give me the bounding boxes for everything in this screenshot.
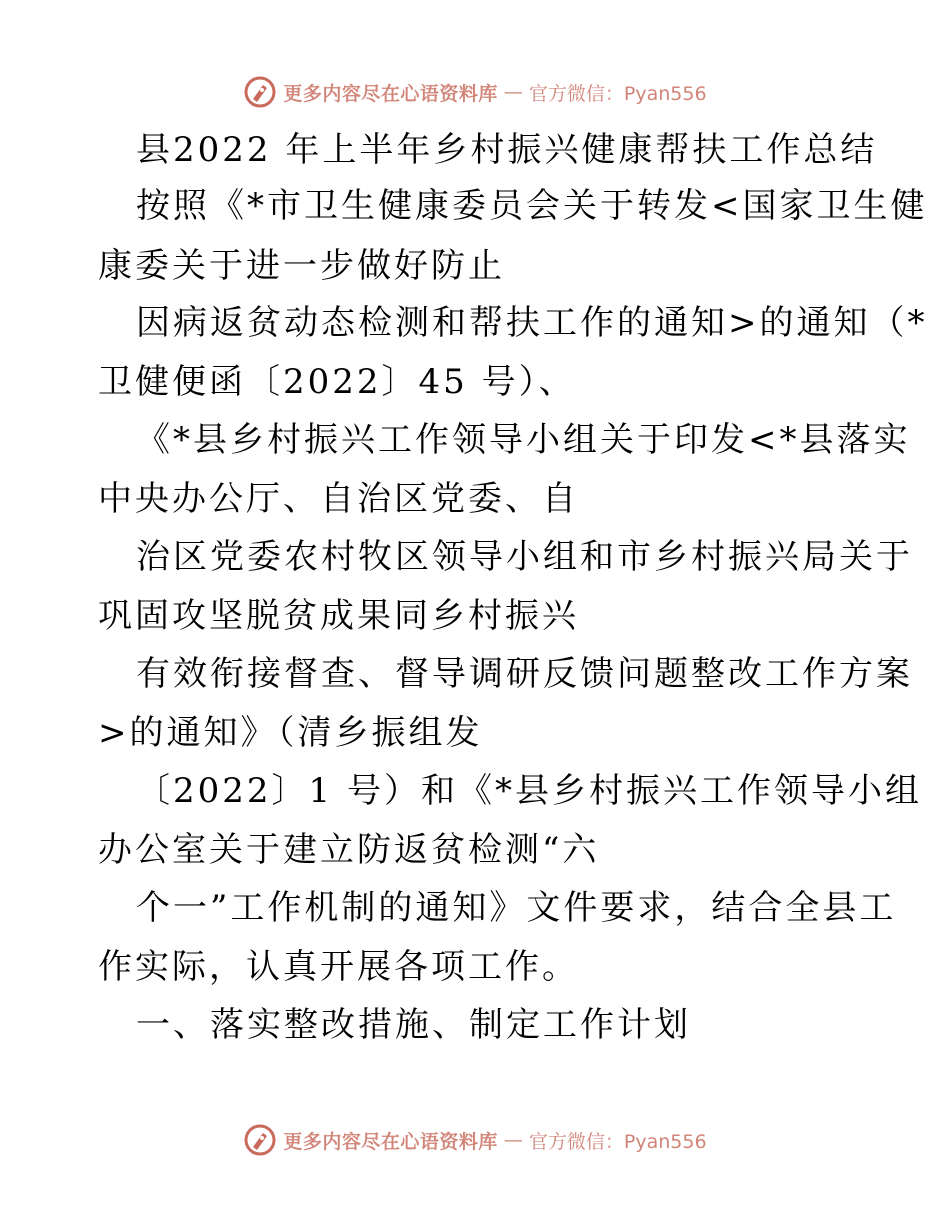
- watermark-header: [0, 72, 950, 112]
- text-line: 个一”工作机制的通知》文件要求，结合全县工: [136, 888, 897, 928]
- text-line: 治区党委农村牧区领导小组和市乡村振兴局关于: [136, 537, 913, 577]
- watermark-wechat: 官方微信：Pyan556: [528, 82, 707, 105]
- text-line: 办公室关于建立防返贫检测“六: [98, 830, 600, 870]
- text-line: 〔2022〕1 号）和《*县乡村振兴工作领导小组: [136, 771, 922, 811]
- text-line: >的通知》（清乡振组发: [98, 713, 483, 753]
- text-line: 中央办公厅、自治区党委、自: [98, 479, 579, 519]
- text-line: 因病返贫动态检测和帮扶工作的通知>的通知（*: [136, 303, 928, 343]
- watermark-wechat: 官方微信：Pyan556: [528, 1130, 707, 1153]
- text-line: 《*县乡村振兴工作领导小组关于印发<*县落实: [136, 420, 911, 460]
- document-title: 县2022 年上半年乡村振兴健康帮扶工作总结: [136, 130, 878, 170]
- text-line: 巩固攻坚脱贫成果同乡村振兴: [98, 596, 579, 636]
- watermark-text: 更多内容尽在心语资料库: [283, 82, 498, 105]
- pen-nib-circle-icon: [243, 75, 277, 109]
- text-line: 康委关于进一步做好防止: [98, 246, 505, 286]
- section-heading: 一、落实整改措施、制定工作计划: [136, 1005, 691, 1045]
- watermark-separator: —: [503, 81, 523, 103]
- watermark-text: 更多内容尽在心语资料库: [283, 1130, 498, 1153]
- text-line: 有效衔接督查、督导调研反馈问题整改工作方案: [136, 654, 913, 694]
- text-line: 作实际，认真开展各项工作。: [98, 947, 579, 987]
- watermark-separator: —: [503, 1129, 523, 1151]
- watermark-footer: [0, 1120, 950, 1160]
- text-line: 按照《*市卫生健康委员会关于转发<国家卫生健: [136, 186, 928, 226]
- pen-nib-circle-icon: [243, 1123, 277, 1157]
- text-line: 卫健便函〔2022〕45 号）、: [98, 362, 576, 402]
